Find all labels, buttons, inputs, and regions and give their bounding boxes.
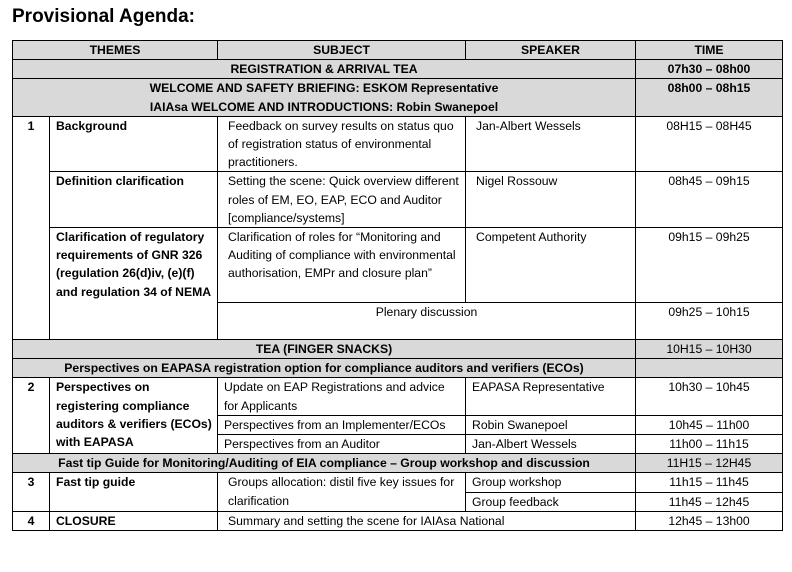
time-cell: 08H15 – 08H45: [636, 116, 783, 172]
speaker-cell: Group feedback: [466, 492, 636, 511]
table-row: [13, 172, 783, 228]
fasttip-banner-label: Fast tip Guide for Monitoring/Auditing of EIA compliance – Group workshop and discussion: [13, 454, 636, 473]
speaker-cell: Jan-Albert Wessels: [466, 435, 636, 454]
subject-cell: Clarification of roles for “Monitoring and Auditing of compliance with environmental authorisation, EMPr and closure plan”: [218, 228, 466, 303]
table-row: [13, 511, 783, 530]
speaker-cell: EAPASA Representative: [466, 378, 636, 415]
theme-cell: CLOSURE: [50, 511, 218, 530]
time-cell: 10h30 – 10h45: [636, 378, 783, 415]
tea-label: TEA (FINGER SNACKS): [13, 340, 636, 359]
header-themes: THEMES: [13, 41, 218, 60]
perspectives-banner-label: Perspectives on EAPASA registration option for compliance auditors and verifiers (ECOs): [13, 359, 636, 378]
welcome-line-2: IAIAsa WELCOME AND INTRODUCTIONS: Robin Swanepoel: [149, 99, 499, 114]
header-subject: SUBJECT: [218, 41, 466, 60]
theme-cell: Definition clarification: [50, 172, 218, 228]
perspectives-banner-row: [13, 359, 783, 378]
fasttip-banner-row: [13, 454, 783, 473]
table-row: [13, 473, 783, 492]
plenary-label: Plenary discussion: [218, 303, 636, 340]
registration-label: REGISTRATION & ARRIVAL TEA: [13, 60, 636, 79]
time-cell: 08h45 – 09h15: [636, 172, 783, 228]
header-time: TIME: [636, 41, 783, 60]
registration-time: 07h30 – 08h00: [636, 60, 783, 79]
tea-time: 10H15 – 10H30: [636, 340, 783, 359]
welcome-row: [13, 79, 783, 116]
theme-cell: Clarification of regulatory requirements of GNR 326 (regulation 26(d)iv, (e)(f) and regulation 34 of NEMA: [50, 228, 218, 340]
agenda-table: [12, 40, 783, 531]
plenary-time: 09h25 – 10h15: [636, 303, 783, 340]
registration-row: [13, 60, 783, 79]
subject-cell: Summary and setting the scene for IAIAsa National: [218, 511, 636, 530]
header-speaker: SPEAKER: [466, 41, 636, 60]
time-cell: 11h00 – 11h15: [636, 435, 783, 454]
time-cell: 11h45 – 12h45: [636, 492, 783, 511]
theme-cell: Background: [50, 116, 218, 172]
welcome-time: 08h00 – 08h15: [636, 79, 783, 116]
table-row: [13, 116, 783, 172]
section-number: 3: [13, 473, 50, 511]
speaker-cell: Jan-Albert Wessels: [466, 116, 636, 172]
time-cell: 12h45 – 13h00: [636, 511, 783, 530]
welcome-label: [13, 79, 636, 116]
section-number: 4: [13, 511, 50, 530]
table-row: [13, 378, 783, 415]
table-header-row: [13, 41, 783, 60]
speaker-cell: Competent Authority: [466, 228, 636, 303]
speaker-cell: Nigel Rossouw: [466, 172, 636, 228]
section-number: 2: [13, 378, 50, 454]
subject-cell: Feedback on survey results on status quo of registration status of environmental practitioners.: [218, 116, 466, 172]
theme-cell: Fast tip guide: [50, 473, 218, 511]
time-cell: 11h15 – 11h45: [636, 473, 783, 492]
time-cell: 10h45 – 11h00: [636, 415, 783, 434]
fasttip-banner-time: 11H15 – 12H45: [636, 454, 783, 473]
welcome-line-1: WELCOME AND SAFETY BRIEFING: ESKOM Representative: [149, 81, 499, 96]
subject-cell: Perspectives from an Auditor: [218, 435, 466, 454]
time-cell: 09h15 – 09h25: [636, 228, 783, 303]
theme-cell: Perspectives on registering compliance auditors & verifiers (ECOs) with EAPASA: [50, 378, 218, 454]
subject-cell: Setting the scene: Quick overview different roles of EM, EO, EAP, ECO and Auditor [compliance/systems]: [218, 172, 466, 228]
subject-cell: Groups allocation: distil five key issues for clarification: [218, 473, 466, 511]
table-row: [13, 228, 783, 303]
tea-row: [13, 340, 783, 359]
speaker-cell: Group workshop: [466, 473, 636, 492]
subject-cell: Update on EAP Registrations and advice for Applicants: [218, 378, 466, 415]
speaker-cell: Robin Swanepoel: [466, 415, 636, 434]
section-number: 1: [13, 116, 50, 339]
perspectives-banner-time: [636, 359, 783, 378]
subject-cell: Perspectives from an Implementer/ECOs: [218, 415, 466, 434]
page-title: Provisional Agenda:: [12, 6, 195, 27]
